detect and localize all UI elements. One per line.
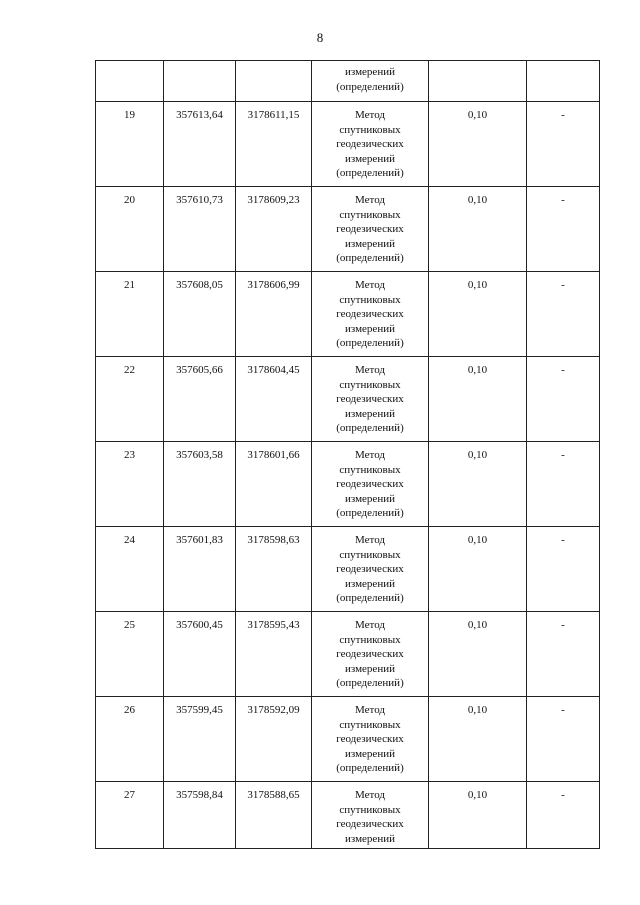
cell-note xyxy=(527,102,600,187)
table-row xyxy=(96,102,600,187)
table-row xyxy=(96,187,600,272)
method-line: (определений) xyxy=(336,80,404,93)
cell-accuracy xyxy=(429,527,527,612)
method-line: измерений xyxy=(345,492,395,505)
cell-x-coordinate-text: 357610,73 xyxy=(176,194,223,206)
method-line: геодезических xyxy=(336,648,404,660)
cell-y-coordinate xyxy=(236,697,312,782)
cell-accuracy xyxy=(429,357,527,442)
method-line: спутниковых xyxy=(339,463,401,476)
method-line: измерений xyxy=(345,577,395,590)
cell-y-coordinate xyxy=(236,272,312,357)
cell-y-coordinate xyxy=(236,782,312,849)
method-line: спутниковых xyxy=(339,548,401,561)
method-line: измерений xyxy=(345,152,395,165)
method-line: измерений xyxy=(345,407,395,420)
cell-x-coordinate xyxy=(164,442,236,527)
cell-method xyxy=(312,697,429,782)
cell-accuracy-text: 0,10 xyxy=(467,194,488,206)
cell-note-text: - xyxy=(561,109,565,121)
cell-point-number xyxy=(96,187,164,272)
cell-method xyxy=(312,612,429,697)
cell-x-coordinate xyxy=(164,61,236,102)
method-line: геодезических xyxy=(336,393,404,405)
cell-x-coordinate xyxy=(164,697,236,782)
cell-point-number xyxy=(96,102,164,187)
cell-y-coordinate-text: 3178601,66 xyxy=(247,449,300,461)
method-line: спутниковых xyxy=(339,378,401,391)
cell-y-coordinate xyxy=(236,61,312,102)
cell-note-text: - xyxy=(561,194,565,206)
table-row xyxy=(96,697,600,782)
method-line: геодезических xyxy=(336,478,404,490)
table-row xyxy=(96,527,600,612)
cell-x-coordinate-text: 357613,64 xyxy=(176,109,223,121)
method-line: Метод xyxy=(355,534,385,546)
method-line: спутниковых xyxy=(339,803,401,816)
cell-note-text: - xyxy=(561,789,565,801)
cell-x-coordinate-text: 357598,84 xyxy=(176,789,223,801)
cell-accuracy xyxy=(429,187,527,272)
cell-x-coordinate xyxy=(164,357,236,442)
cell-note-text: - xyxy=(561,279,565,291)
table-row xyxy=(96,442,600,527)
method-line: Метод xyxy=(355,279,385,291)
cell-y-coordinate-text: 3178595,43 xyxy=(247,619,300,631)
cell-x-coordinate xyxy=(164,272,236,357)
method-line: измерений xyxy=(345,322,395,335)
cell-note xyxy=(527,272,600,357)
method-line: Метод xyxy=(355,619,385,631)
table-row xyxy=(96,357,600,442)
table-row-continued xyxy=(96,61,600,102)
cell-method xyxy=(312,527,429,612)
cell-note xyxy=(527,357,600,442)
cell-note xyxy=(527,612,600,697)
cell-point-number xyxy=(96,61,164,102)
cell-accuracy-text: 0,10 xyxy=(467,279,488,291)
cell-accuracy xyxy=(429,697,527,782)
method-line: (определений) xyxy=(336,422,404,434)
cell-point-number-text: 25 xyxy=(124,619,135,631)
cell-accuracy xyxy=(429,782,527,849)
cell-point-number xyxy=(96,612,164,697)
cell-x-coordinate-text: 357603,58 xyxy=(176,449,223,461)
cell-accuracy-text: 0,10 xyxy=(467,704,488,716)
coordinates-table-body xyxy=(96,61,600,849)
method-line: спутниковых xyxy=(339,123,401,136)
method-line: Метод xyxy=(355,704,385,716)
cell-accuracy xyxy=(429,612,527,697)
cell-method xyxy=(312,442,429,527)
method-line: спутниковых xyxy=(339,208,401,221)
cell-y-coordinate-text: 3178611,15 xyxy=(247,109,300,121)
method-line: геодезических xyxy=(336,818,404,830)
cell-point-number xyxy=(96,272,164,357)
cell-method xyxy=(312,61,429,102)
cell-x-coordinate-text: 357605,66 xyxy=(176,364,223,376)
method-line: геодезических xyxy=(336,138,404,150)
method-line: (определений) xyxy=(336,677,404,689)
cell-note-text: - xyxy=(561,364,565,376)
table-row xyxy=(96,272,600,357)
method-line: спутниковых xyxy=(339,293,401,306)
cell-method xyxy=(312,782,429,849)
cell-accuracy-text: 0,10 xyxy=(467,364,488,376)
cell-x-coordinate xyxy=(164,782,236,849)
cell-method xyxy=(312,187,429,272)
cell-y-coordinate-text: 3178598,63 xyxy=(247,534,300,546)
cell-x-coordinate-text: 357600,45 xyxy=(176,619,223,631)
cell-note-text: - xyxy=(561,534,565,546)
method-line: измерений xyxy=(345,747,395,760)
cell-accuracy xyxy=(429,272,527,357)
method-line: Метод xyxy=(355,789,385,801)
cell-accuracy xyxy=(429,442,527,527)
cell-y-coordinate-text: 3178604,45 xyxy=(247,364,300,376)
cell-point-number xyxy=(96,697,164,782)
method-line: (определений) xyxy=(336,592,404,604)
method-line: (определений) xyxy=(336,167,404,179)
table-row xyxy=(96,782,600,849)
method-line: измерений xyxy=(345,237,395,250)
coordinates-table xyxy=(95,60,600,849)
cell-accuracy-text: 0,10 xyxy=(467,109,488,121)
cell-accuracy xyxy=(429,61,527,102)
cell-accuracy-text: 0,10 xyxy=(467,534,488,546)
cell-point-number-text: 19 xyxy=(124,109,135,121)
cell-method xyxy=(312,357,429,442)
method-line: геодезических xyxy=(336,733,404,745)
cell-accuracy-text: 0,10 xyxy=(467,789,488,801)
method-line: спутниковых xyxy=(339,718,401,731)
cell-x-coordinate xyxy=(164,102,236,187)
cell-point-number-text: 21 xyxy=(124,279,135,291)
method-line: (определений) xyxy=(336,507,404,519)
cell-note xyxy=(527,697,600,782)
method-line: измерений xyxy=(345,66,395,78)
method-line: (определений) xyxy=(336,337,404,349)
cell-y-coordinate-text: 3178606,99 xyxy=(247,279,300,291)
cell-point-number-text: 23 xyxy=(124,449,135,461)
table-row xyxy=(96,612,600,697)
cell-note xyxy=(527,782,600,849)
cell-note xyxy=(527,61,600,102)
method-line: (определений) xyxy=(336,762,404,774)
cell-y-coordinate xyxy=(236,357,312,442)
cell-y-coordinate xyxy=(236,612,312,697)
cell-point-number-text: 26 xyxy=(124,704,135,716)
cell-y-coordinate-text: 3178592,09 xyxy=(247,704,300,716)
cell-y-coordinate xyxy=(236,102,312,187)
cell-note-text: - xyxy=(561,704,565,716)
method-line: геодезических xyxy=(336,308,404,320)
method-line: измерений xyxy=(345,832,395,845)
cell-y-coordinate-text: 3178609,23 xyxy=(247,194,300,206)
method-line: (определений) xyxy=(336,252,404,264)
method-line: Метод xyxy=(355,364,385,376)
cell-point-number-text: 20 xyxy=(124,194,135,206)
cell-x-coordinate-text: 357599,45 xyxy=(176,704,223,716)
cell-y-coordinate-text: 3178588,65 xyxy=(247,789,300,801)
method-line: спутниковых xyxy=(339,633,401,646)
cell-point-number-text: 24 xyxy=(124,534,135,546)
cell-point-number xyxy=(96,442,164,527)
cell-method xyxy=(312,102,429,187)
cell-accuracy-text: 0,10 xyxy=(467,449,488,461)
page-number: 8 xyxy=(316,30,324,45)
cell-y-coordinate xyxy=(236,527,312,612)
cell-point-number xyxy=(96,357,164,442)
cell-note xyxy=(527,442,600,527)
method-line: Метод xyxy=(355,109,385,121)
cell-x-coordinate-text: 357608,05 xyxy=(176,279,223,291)
cell-point-number-text: 22 xyxy=(124,364,135,376)
cell-y-coordinate xyxy=(236,187,312,272)
method-line: геодезических xyxy=(336,223,404,235)
cell-x-coordinate xyxy=(164,612,236,697)
cell-note xyxy=(527,527,600,612)
method-line: Метод xyxy=(355,194,385,206)
method-line: измерений xyxy=(345,662,395,675)
cell-point-number xyxy=(96,527,164,612)
cell-note xyxy=(527,187,600,272)
cell-point-number xyxy=(96,782,164,849)
method-line: геодезических xyxy=(336,563,404,575)
cell-note-text: - xyxy=(561,449,565,461)
cell-note-text: - xyxy=(561,619,565,631)
cell-accuracy-text: 0,10 xyxy=(467,619,488,631)
method-line: Метод xyxy=(355,449,385,461)
cell-x-coordinate xyxy=(164,527,236,612)
cell-point-number-text: 27 xyxy=(124,789,135,801)
cell-method xyxy=(312,272,429,357)
cell-y-coordinate xyxy=(236,442,312,527)
cell-x-coordinate-text: 357601,83 xyxy=(176,534,223,546)
cell-x-coordinate xyxy=(164,187,236,272)
cell-accuracy xyxy=(429,102,527,187)
